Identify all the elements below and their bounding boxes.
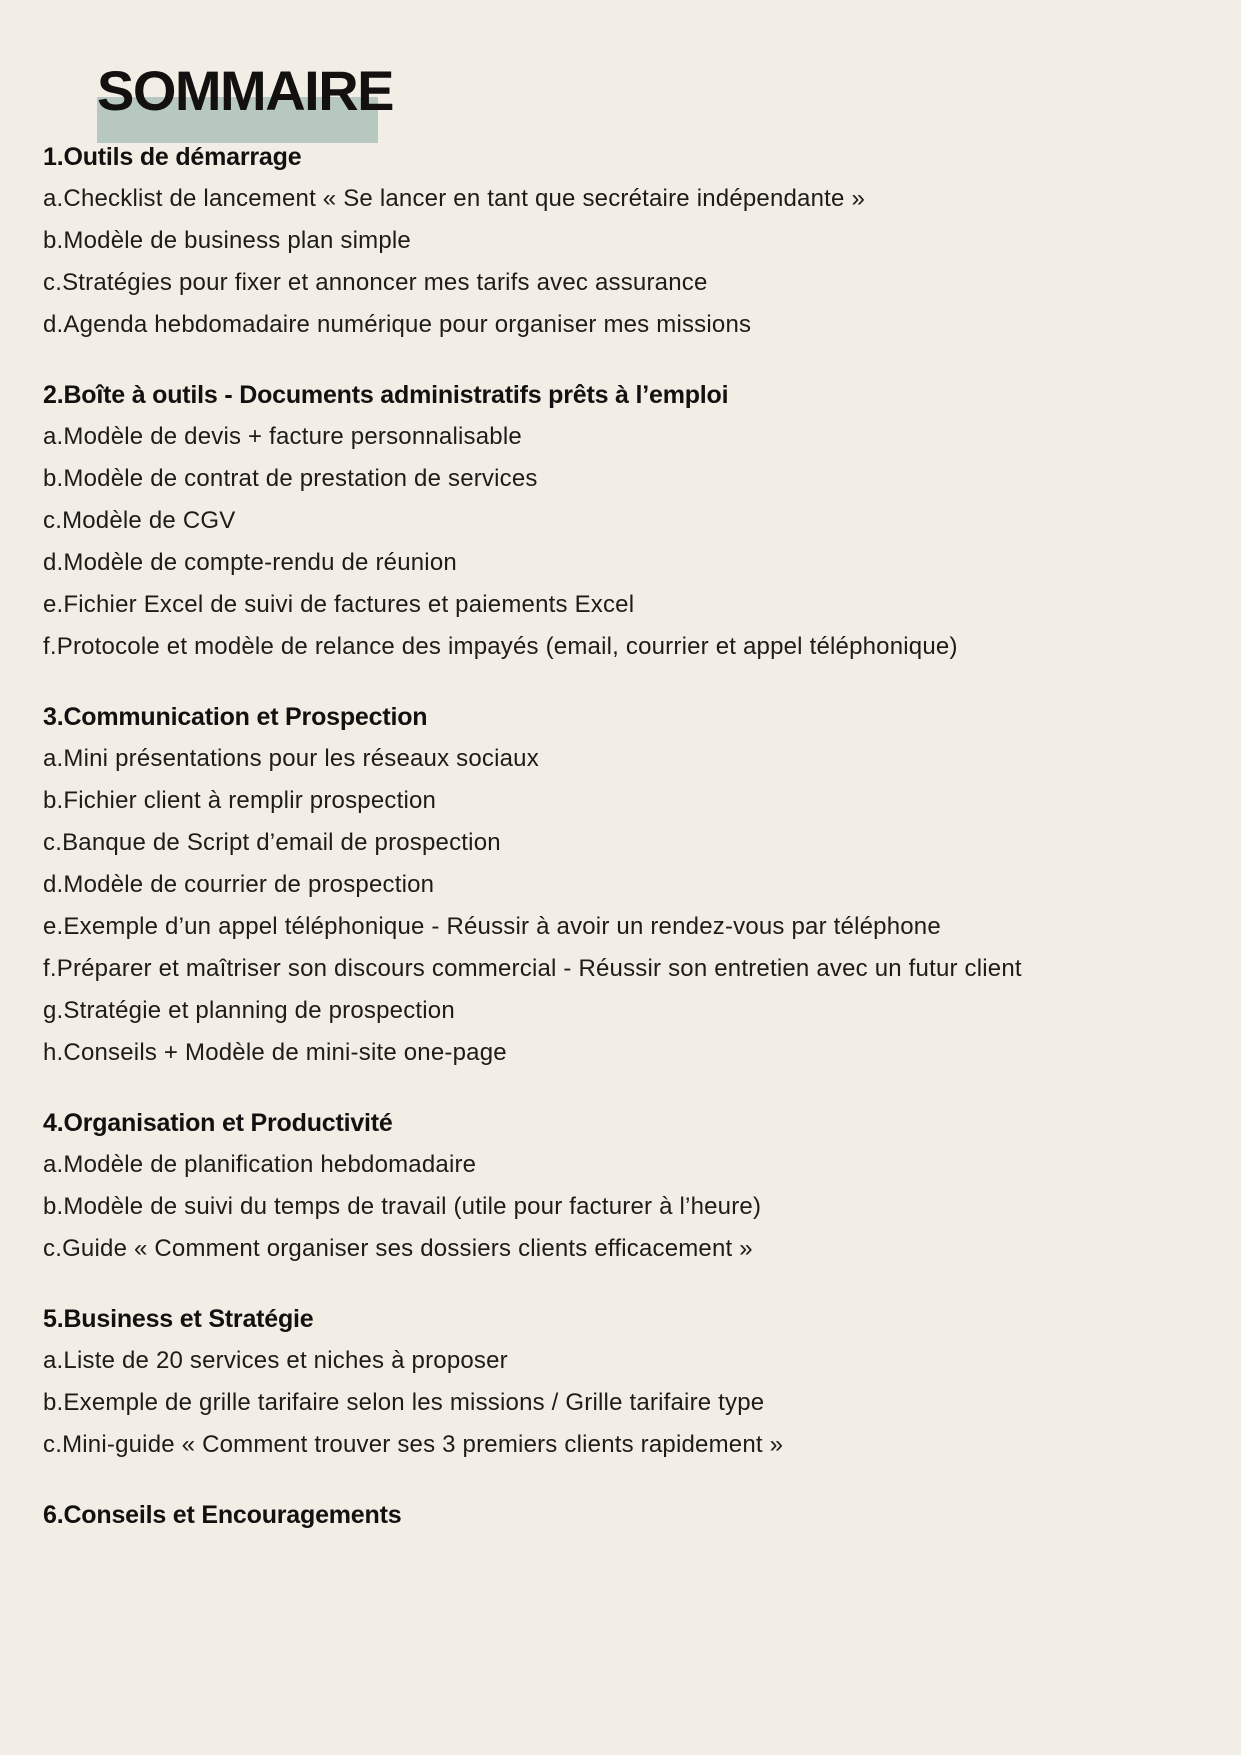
toc-item: f.Protocole et modèle de relance des impayés (email, courrier et appel téléphonique) xyxy=(43,633,958,660)
toc-item: a.Modèle de devis + facture personnalisable xyxy=(43,423,522,450)
toc-item: h.Conseils + Modèle de mini-site one-page xyxy=(43,1039,507,1066)
toc-item: e.Exemple d’un appel téléphonique - Réussir à avoir un rendez-vous par téléphone xyxy=(43,913,941,940)
section-heading: 4.Organisation et Productivité xyxy=(43,1109,393,1137)
page-title-block xyxy=(97,59,393,122)
toc-item: d.Modèle de compte-rendu de réunion xyxy=(43,549,457,576)
section-heading: 3.Communication et Prospection xyxy=(43,703,428,731)
toc-item: f.Préparer et maîtriser son discours commercial - Réussir son entretien avec un futur client xyxy=(43,955,1022,982)
table-of-contents xyxy=(43,136,1211,1564)
toc-item: a.Checklist de lancement « Se lancer en tant que secrétaire indépendante » xyxy=(43,185,865,212)
section-heading: 1.Outils de démarrage xyxy=(43,143,302,171)
toc-item: c.Banque de Script d’email de prospection xyxy=(43,829,501,856)
toc-section-boite-a-outils xyxy=(43,374,1211,668)
toc-item: c.Modèle de CGV xyxy=(43,507,236,534)
toc-item: c.Guide « Comment organiser ses dossiers clients efficacement » xyxy=(43,1235,753,1262)
toc-item: d.Modèle de courrier de prospection xyxy=(43,871,435,898)
toc-item: e.Fichier Excel de suivi de factures et paiements Excel xyxy=(43,591,635,618)
toc-item: g.Stratégie et planning de prospection xyxy=(43,997,455,1024)
toc-item: a.Liste de 20 services et niches à proposer xyxy=(43,1347,508,1374)
toc-section-communication-prospection xyxy=(43,696,1211,1074)
toc-item: b.Modèle de business plan simple xyxy=(43,227,411,254)
toc-item: a.Mini présentations pour les réseaux sociaux xyxy=(43,745,539,772)
toc-item: c.Stratégies pour fixer et annoncer mes tarifs avec assurance xyxy=(43,269,708,296)
toc-section-business-strategie xyxy=(43,1298,1211,1466)
section-heading: 2.Boîte à outils - Documents administratifs prêts à l’emploi xyxy=(43,381,729,409)
toc-section-conseils-encouragements xyxy=(43,1494,1211,1536)
page-title: SOMMAIRE xyxy=(97,59,393,122)
toc-item: b.Fichier client à remplir prospection xyxy=(43,787,437,814)
section-heading: 6.Conseils et Encouragements xyxy=(43,1501,402,1529)
toc-item: a.Modèle de planification hebdomadaire xyxy=(43,1151,477,1178)
toc-item: b.Exemple de grille tarifaire selon les missions / Grille tarifaire type xyxy=(43,1389,765,1416)
toc-section-outils-demarrage xyxy=(43,136,1211,346)
toc-item: c.Mini-guide « Comment trouver ses 3 premiers clients rapidement » xyxy=(43,1431,784,1458)
toc-section-organisation-productivite xyxy=(43,1102,1211,1270)
toc-item: b.Modèle de suivi du temps de travail (utile pour facturer à l’heure) xyxy=(43,1193,762,1220)
section-heading: 5.Business et Stratégie xyxy=(43,1305,314,1333)
toc-item: d.Agenda hebdomadaire numérique pour organiser mes missions xyxy=(43,311,752,338)
toc-item: b.Modèle de contrat de prestation de services xyxy=(43,465,538,492)
